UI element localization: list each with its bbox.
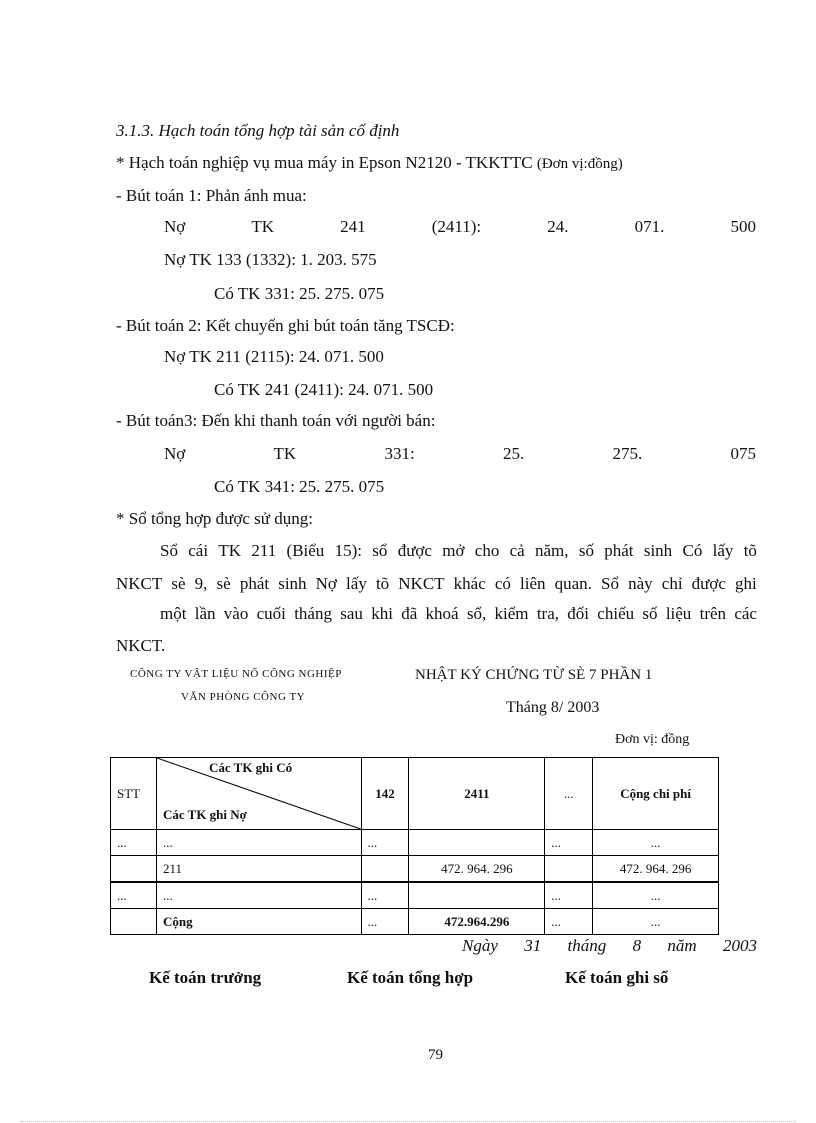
header-dots: ... <box>545 758 593 830</box>
para-word: cả <box>509 541 525 560</box>
header-2411: 2411 <box>409 758 545 830</box>
cell-dots: ... <box>545 882 593 909</box>
para-word: ghi <box>735 574 757 593</box>
signature-general: Kế toán tổng hợp <box>347 968 474 987</box>
para-word: 211 <box>251 541 277 560</box>
cell-142: ... <box>361 909 409 935</box>
para-word: khoá <box>425 604 459 623</box>
para-word: quan. <box>554 574 592 593</box>
para-word: tháng <box>294 604 332 623</box>
para-word: khi <box>371 604 393 623</box>
para-word: sè <box>171 574 186 593</box>
journal-unit: Đơn vị: đồng <box>615 732 690 747</box>
entry1-line1 <box>164 217 756 237</box>
intro-unit: (Đơn vị:đồng) <box>536 156 623 172</box>
para-word: một <box>160 604 187 623</box>
para-word: kiểm <box>494 604 529 623</box>
date-word: năm <box>667 936 697 955</box>
date-word: tháng <box>567 936 607 955</box>
para-line2 <box>116 574 757 594</box>
entry3-word: TK <box>273 444 297 463</box>
para-word: cho <box>474 541 500 560</box>
cell-total: ... <box>593 830 719 856</box>
para-word: này <box>628 574 653 593</box>
entry1-line3: Có TK 331: 25. 275. 075 <box>214 284 385 303</box>
para-word: tõ <box>375 574 390 593</box>
cell-total: 472. 964. 296 <box>593 856 719 883</box>
signature-recorder: Kế toán ghi sổ <box>565 968 669 987</box>
entry3-word: 331: <box>384 444 415 463</box>
para-word: sinh <box>278 574 307 593</box>
header-stt: STT <box>111 758 157 830</box>
entry3-word: 25. <box>502 444 525 463</box>
para-word: NKCT <box>116 574 163 593</box>
table-row <box>111 882 719 909</box>
para-word: sổ, <box>466 604 487 623</box>
para-word: các <box>734 604 757 623</box>
journal-table <box>110 757 719 935</box>
para-word: lần <box>194 604 216 623</box>
entry3-word: Nợ <box>164 444 186 463</box>
entry1-title: - Bút toán 1: Phản ánh mua: <box>116 186 307 205</box>
cell-2411 <box>409 830 545 856</box>
para-word: chỉ <box>661 574 683 593</box>
entry3-word: 075 <box>730 444 756 463</box>
entry1-word: 241 <box>340 217 366 236</box>
intro-line <box>116 153 623 173</box>
para-word: lấy <box>712 541 734 560</box>
section-heading: 3.1.3. Hạch toán tổng hợp tài sản cố định <box>116 121 400 140</box>
para-word: sổ <box>372 541 388 560</box>
date-word: 8 <box>632 936 642 955</box>
para-word: chiếu <box>597 604 635 623</box>
entry2-title: - Bút toán 2: Kết chuyển ghi bút toán tăng TSCĐ: <box>116 316 455 335</box>
entry1-word: 24. <box>547 217 569 236</box>
table-header-row <box>111 758 719 830</box>
cell-stt <box>111 856 157 883</box>
para-word: sau <box>340 604 363 623</box>
para-word: phát <box>239 574 270 593</box>
entry1-word: TK <box>251 217 275 236</box>
entry1-line2: Nợ TK 133 (1332): 1. 203. 575 <box>164 250 377 269</box>
cell-account: Cộng <box>156 909 361 935</box>
cell-2411: 472. 964. 296 <box>409 856 545 883</box>
entry1-word: Nợ <box>164 217 186 236</box>
cell-total: ... <box>593 882 719 909</box>
cell-dots <box>545 856 593 883</box>
entry3-title: - Bút toán3: Đến khi thanh toán với người bán: <box>116 411 436 430</box>
para-line4: NKCT. <box>116 636 166 655</box>
cell-account: ... <box>156 882 361 909</box>
para-word: tra, <box>536 604 559 623</box>
entry3-word: 275. <box>612 444 643 463</box>
para-word: cái <box>188 541 209 560</box>
cell-account: 211 <box>156 856 361 883</box>
table-row <box>111 830 719 856</box>
cell-total: ... <box>593 909 719 935</box>
header-credit: Các TK ghi Có <box>208 760 293 775</box>
para-word: trên <box>699 604 727 623</box>
para-word: được <box>691 574 726 593</box>
entry3-line2: Có TK 341: 25. 275. 075 <box>214 477 385 496</box>
para-word: cuối <box>256 604 286 623</box>
cell-142: ... <box>361 830 409 856</box>
para-word: tõ <box>743 541 757 560</box>
cell-dots: ... <box>545 909 593 935</box>
cell-2411 <box>409 882 545 909</box>
header-diagonal-cell <box>156 758 361 830</box>
cell-stt: ... <box>111 882 157 909</box>
cell-account: ... <box>156 830 361 856</box>
para-word: Nợ <box>315 574 337 593</box>
para-word: có <box>494 574 511 593</box>
entry2-line1: Nợ TK 211 (2115): 24. 071. 500 <box>164 347 384 366</box>
journal-month: Tháng 8/ 2003 <box>506 699 600 716</box>
page-bottom-divider <box>20 1121 796 1122</box>
para-word: năm, <box>535 541 569 560</box>
para-word: sè <box>216 574 231 593</box>
journal-title: NHẬT KÝ CHỨNG TỪ SÈ 7 PHẦN 1 <box>415 667 653 683</box>
company-name: CÔNG TY VẬT LIỆU NỔ CÔNG NGHIỆP <box>130 668 342 680</box>
para-word: Sổ <box>601 574 620 593</box>
header-debit: Các TK ghi Nợ <box>162 807 247 822</box>
table-total-row <box>111 909 719 935</box>
ledger-title: * Sổ tổng hợp được sử dụng: <box>116 509 313 528</box>
para-word: 15): <box>334 541 362 560</box>
para-word: số <box>642 604 658 623</box>
para-word: NKCT <box>398 574 445 593</box>
cell-stt <box>111 909 157 935</box>
para-word: liên <box>520 574 546 593</box>
para-word: 9, <box>194 574 208 593</box>
date-word: Ngày <box>462 936 498 955</box>
para-word: vào <box>223 604 249 623</box>
para-word: đối <box>567 604 590 623</box>
date-word: 31 <box>524 936 542 955</box>
header-total: Cộng chi phí <box>593 758 719 830</box>
entry1-word: 071. <box>634 217 665 236</box>
para-line1 <box>160 541 757 561</box>
para-word: mở <box>442 541 465 560</box>
date-word: 2003 <box>722 936 757 955</box>
intro-text: * Hạch toán nghiệp vụ mua máy in Epson N2120 - TKKTTC <box>116 153 533 172</box>
entry1-word: 500 <box>730 217 756 236</box>
para-word: lấy <box>346 574 367 593</box>
signature-chief: Kế toán trưởng <box>149 968 262 987</box>
para-word: đã <box>401 604 418 623</box>
page-number: 79 <box>428 1047 443 1063</box>
para-word: liệu <box>665 604 692 623</box>
para-line3 <box>160 604 757 624</box>
para-word: phát <box>604 541 634 560</box>
para-word: sinh <box>643 541 673 560</box>
company-office: VĂN PHÒNG CÔNG TY <box>181 691 306 703</box>
para-word: Có <box>682 541 703 560</box>
para-word: khác <box>453 574 486 593</box>
para-word: số <box>578 541 594 560</box>
date-line <box>462 936 757 956</box>
cell-142 <box>361 856 409 883</box>
para-word: được <box>397 541 432 560</box>
cell-stt: ... <box>111 830 157 856</box>
para-word: TK <box>218 541 242 560</box>
entry3-line1 <box>164 444 756 464</box>
cell-dots: ... <box>545 830 593 856</box>
para-word: (Biểu <box>286 541 325 560</box>
entry2-line2: Có TK 241 (2411): 24. 071. 500 <box>214 380 434 399</box>
cell-142: ... <box>361 882 409 909</box>
table-row <box>111 856 719 883</box>
entry1-word: (2411): <box>431 217 482 236</box>
cell-2411: 472.964.296 <box>409 909 545 935</box>
header-142: 142 <box>361 758 409 830</box>
para-word: Sổ <box>160 541 178 560</box>
